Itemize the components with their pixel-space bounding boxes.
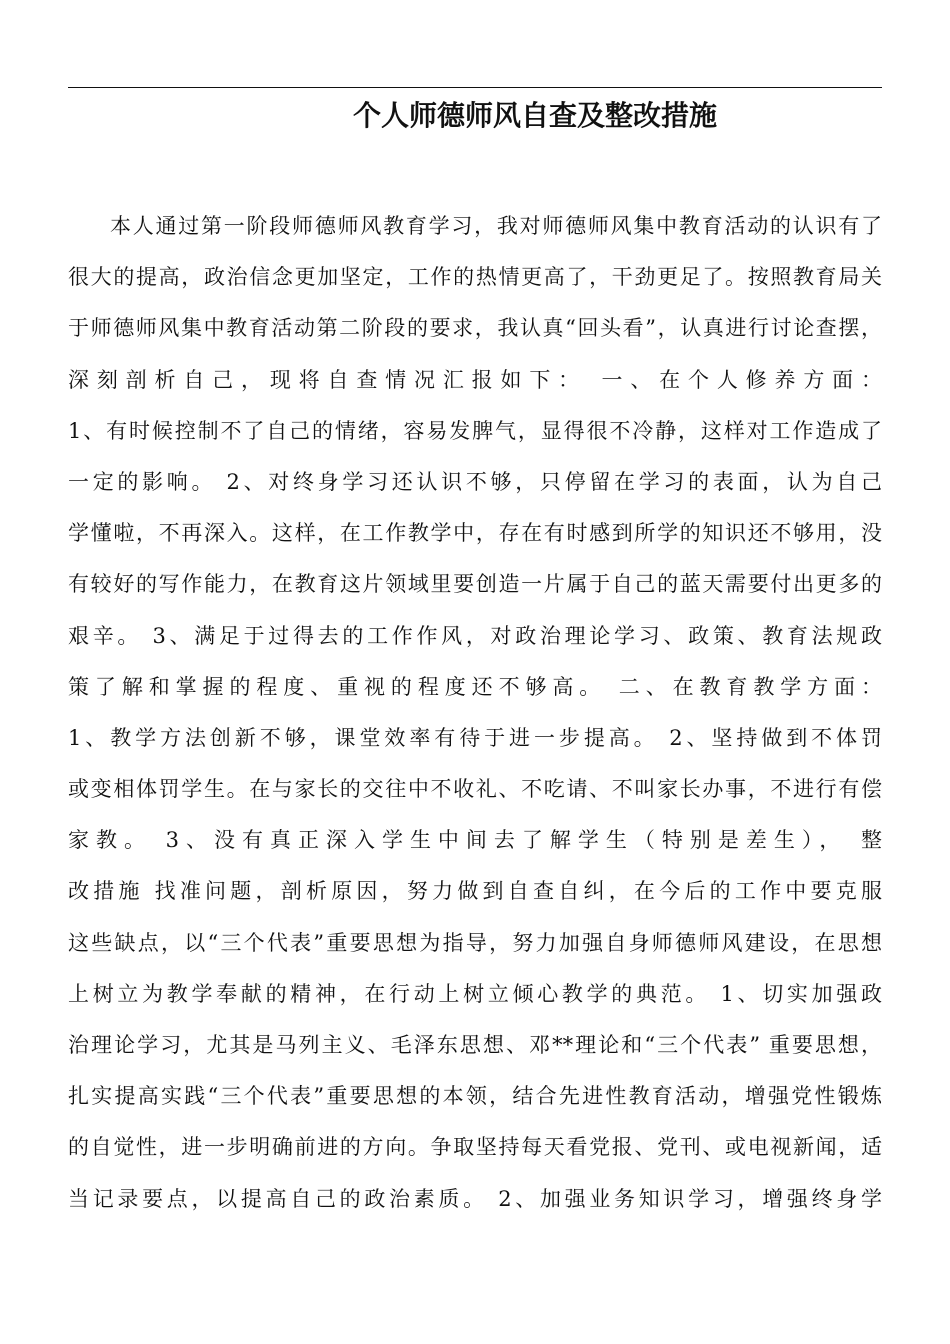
body-line: 策了解和掌握的程度、重视的程度还不够高。 二、在教育教学方面：	[68, 674, 882, 699]
body-line: 家教。 3、没有真正深入学生中间去了解学生（特别是差生）， 整	[68, 828, 882, 853]
document-body	[68, 206, 882, 1230]
body-line: 1、有时候控制不了自己的情绪，容易发脾气，显得很不冷静，这样对工作造成了	[68, 418, 882, 443]
body-line: 艰辛。 3、满足于过得去的工作作风，对政治理论学习、政策、教育法规政	[68, 623, 882, 648]
body-line: 有较好的写作能力，在教育这片领域里要创造一片属于自己的蓝天需要付出更多的	[68, 572, 882, 597]
body-line: 扎实提高实践“三个代表”重要思想的本领，结合先进性教育活动，增强党性锻炼	[68, 1084, 882, 1109]
body-line: 上树立为教学奉献的精神，在行动上树立倾心教学的典范。 1、切实加强政	[68, 981, 882, 1006]
header-rule	[68, 87, 882, 88]
body-line: 的自觉性，进一步明确前进的方向。争取坚持每天看党报、党刊、或电视新闻，适	[68, 1135, 882, 1160]
body-line: 深刻剖析自己，现将自查情况汇报如下： 一、在个人修养方面：	[68, 367, 882, 392]
body-line: 很大的提高，政治信念更加坚定，工作的热情更高了，干劲更足了。按照教育局关	[68, 265, 882, 290]
body-line: 学懂啦，不再深入。这样，在工作教学中，存在有时感到所学的知识还不够用，没	[68, 521, 882, 546]
body-line: 一定的影响。 2、对终身学习还认识不够，只停留在学习的表面，认为自己	[68, 469, 882, 494]
document-title: 个人师德师风自查及整改措施	[352, 99, 717, 132]
body-line: 或变相体罚学生。在与家长的交往中不收礼、不吃请、不叫家长办事，不进行有偿	[68, 777, 882, 802]
body-line: 本人通过第一阶段师德师风教育学习，我对师德师风集中教育活动的认识有了	[110, 214, 882, 238]
body-line: 1、教学方法创新不够，课堂效率有待于进一步提高。 2、坚持做到不体罚	[68, 725, 882, 750]
body-line: 改措施 找准问题，剖析原因，努力做到自查自纠，在今后的工作中要克服	[68, 879, 882, 904]
body-line: 于师德师风集中教育活动第二阶段的要求，我认真“回头看”，认真进行讨论查摆，	[68, 316, 882, 341]
body-line: 这些缺点，以“三个代表”重要思想为指导，努力加强自身师德师风建设，在思想	[68, 930, 882, 955]
body-line: 当记录要点，以提高自己的政治素质。 2、加强业务知识学习，增强终身学	[68, 1186, 882, 1211]
body-line: 治理论学习，尤其是马列主义、毛泽东思想、邓**理论和“三个代表” 重要思想，	[68, 1033, 882, 1057]
